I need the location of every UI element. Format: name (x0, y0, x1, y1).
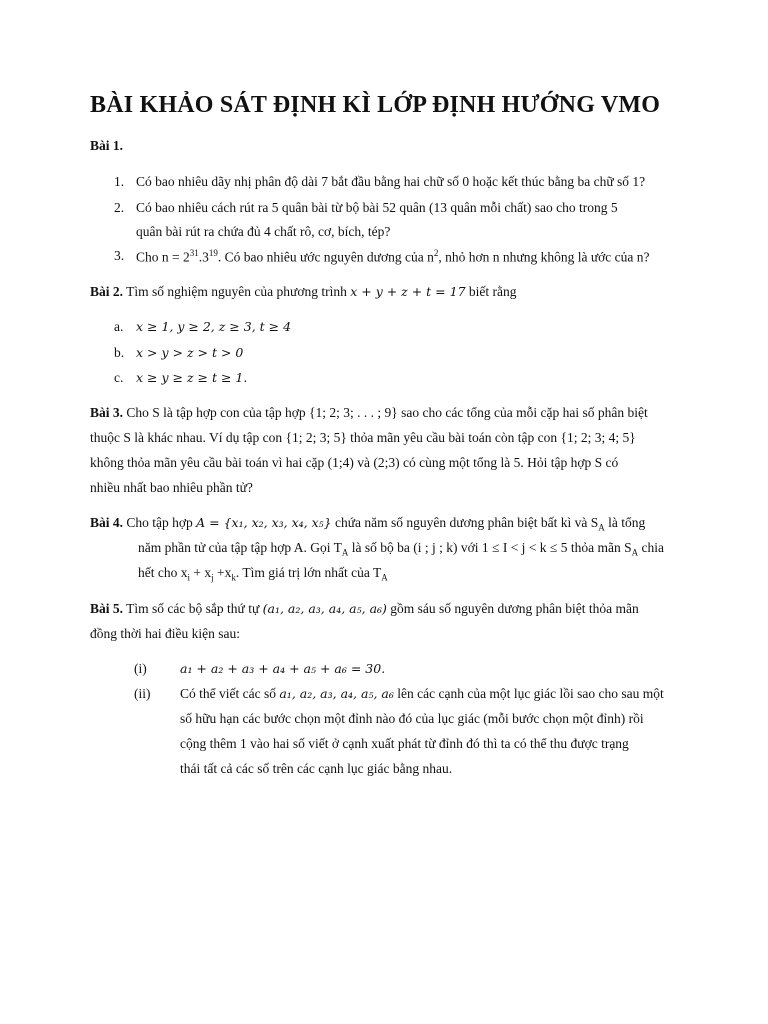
bai3-heading: Bài 3. (90, 405, 124, 420)
bai3-line3: không thỏa mãn yêu cầu bài toán vì hai cặp (1;4) và (2;3) có cùng một tổng là 5. Hỏi tập hợp S có (90, 455, 619, 470)
bai1-heading: Bài 1. (90, 138, 124, 153)
text-part: Tìm số các bộ sắp thứ tự (126, 601, 260, 616)
subscript: j (211, 572, 214, 583)
bai4-heading: Bài 4. (90, 515, 124, 530)
bai5-tuple: (a₁, a₂, a₃, a₄, a₅, a₆) (262, 601, 387, 616)
bai2-intro (90, 284, 517, 300)
text-part: . Tìm giá trị lớn nhất của T (235, 565, 382, 580)
bai1-item1-text: Có bao nhiêu dãy nhị phân độ dài 7 bắt đầu bằng hai chữ số 0 hoặc kết thúc bằng ba chữ số 1? (136, 174, 646, 189)
bai2-equation: x + y + z + t = 17 (350, 284, 466, 299)
bai4-line1 (90, 515, 645, 533)
bai1-item3-number: 3. (114, 248, 125, 263)
text-part: Cho tập hợp (126, 515, 193, 530)
bai3-line4: nhiều nhất bao nhiêu phần tử? (90, 480, 253, 495)
bai1-item3-text (136, 248, 650, 266)
text-part: chứa năm số nguyên dương phân biệt bất kì và S (334, 515, 599, 530)
bai5-cond2-line1 (180, 686, 664, 702)
text-part: là số bộ ba (i ; j ; k) với 1 ≤ I < j < k ≤ 5 thỏa mãn S (351, 540, 632, 555)
bai3-text: Cho S là tập hợp con của tập hợp {1; 2; 3; . . . ; 9} sao cho các tổng của mỗi cặp hai số phân biệt (126, 405, 648, 420)
bai5-cond2-line4: thái tất cả các số trên các cạnh lục giác bằng nhau. (180, 761, 453, 776)
bai5-heading: Bài 5. (90, 601, 124, 616)
bai2-intro-text: Tìm số nghiệm nguyên của phương trình (126, 284, 347, 299)
text-part: chia (641, 540, 664, 555)
bai2-item-a-expr: x ≥ 1, y ≥ 2, z ≥ 3, t ≥ 4 (136, 319, 292, 334)
text-part: + x (190, 565, 212, 580)
text-part: lên các cạnh của một lục giác lồi sao cho sau một (397, 686, 664, 701)
bai2-heading: Bài 2. (90, 284, 124, 299)
text-part: Có thể viết các số (180, 686, 276, 701)
bai1-item2-text-line2: quân bài rút ra chứa đủ 4 chất rô, cơ, bích, tép? (136, 224, 391, 239)
bai2-item-a-label: a. (114, 319, 124, 334)
bai5-cond2-line2: số hữu hạn các bước chọn một đỉnh nào đó của lục giác (mỗi bước chọn một đỉnh) rồi (180, 711, 644, 726)
bai5-line1 (90, 601, 639, 617)
text-part: năm phần tử của tập tập hợp A. Gọi T (138, 540, 342, 555)
bai1-item1-number: 1. (114, 174, 125, 189)
subscript: i (187, 572, 191, 583)
subscript: A (598, 522, 605, 533)
page-title: BÀI KHẢO SÁT ĐỊNH KÌ LỚP ĐỊNH HƯỚNG VMO (90, 92, 661, 118)
subscript: k (231, 572, 236, 583)
bai2-item-c-label: c. (114, 370, 124, 385)
text-part: hết cho x (138, 565, 188, 580)
subscript: A (381, 572, 388, 583)
bai3-line1 (90, 405, 648, 421)
bai5-cond1-label: (i) (134, 661, 147, 676)
bai1-item2-text-line1: Có bao nhiêu cách rút ra 5 quân bài từ bộ bài 52 quân (13 quân mỗi chất) sao cho trong 5 (136, 200, 618, 215)
bai5-cond2-line3: cộng thêm 1 vào hai số viết ở cạnh xuất phát từ đỉnh đó thì ta có thể thu được trạng (180, 736, 629, 751)
subscript: A (341, 547, 349, 558)
exponent: 31 (189, 248, 199, 258)
text-part: gồm sáu số nguyên dương phân biệt thỏa mãn (390, 601, 639, 616)
bai4-set-expr: A = {x₁, x₂, x₃, x₄, x₅} (196, 515, 332, 530)
bai4-line3 (138, 565, 388, 583)
bai5-cond1-expr: a₁ + a₂ + a₃ + a₄ + a₅ + a₆ = 30. (180, 661, 386, 676)
bai5-line2: đồng thời hai điều kiện sau: (90, 626, 240, 641)
subscript: A (631, 547, 639, 558)
bai2-intro-end: biết rằng (468, 284, 517, 299)
text-part: , nhỏ hơn n nhưng không là ước của n? (438, 249, 650, 265)
bai5-cond2-label: (ii) (134, 686, 151, 701)
bai1-item2-number: 2. (114, 200, 125, 215)
bai3-line2: thuộc S là khác nhau. Ví dụ tập con {1; 2; 3; 5} thỏa mãn yêu cầu bài toán còn tập con {1; 2; 3; 4; 5} (90, 430, 636, 445)
bai2-item-b-expr: x > y > z > t > 0 (136, 345, 244, 360)
bai2-item-c-expr: x ≥ y ≥ z ≥ t ≥ 1. (136, 370, 248, 385)
text-part: .3 (198, 249, 209, 265)
text-part: . Có bao nhiêu ước nguyên dương của n (217, 249, 434, 265)
bai5-cond2-vars: a₁, a₂, a₃, a₄, a₅, a₆ (279, 686, 394, 701)
text-part: là tổng (608, 515, 646, 530)
text-part: +x (213, 565, 232, 580)
bai4-line2 (138, 540, 664, 558)
text-part: Cho n = 2 (136, 249, 190, 265)
exponent: 2 (433, 248, 439, 258)
bai2-item-b-label: b. (114, 345, 125, 360)
exponent: 19 (208, 248, 218, 258)
